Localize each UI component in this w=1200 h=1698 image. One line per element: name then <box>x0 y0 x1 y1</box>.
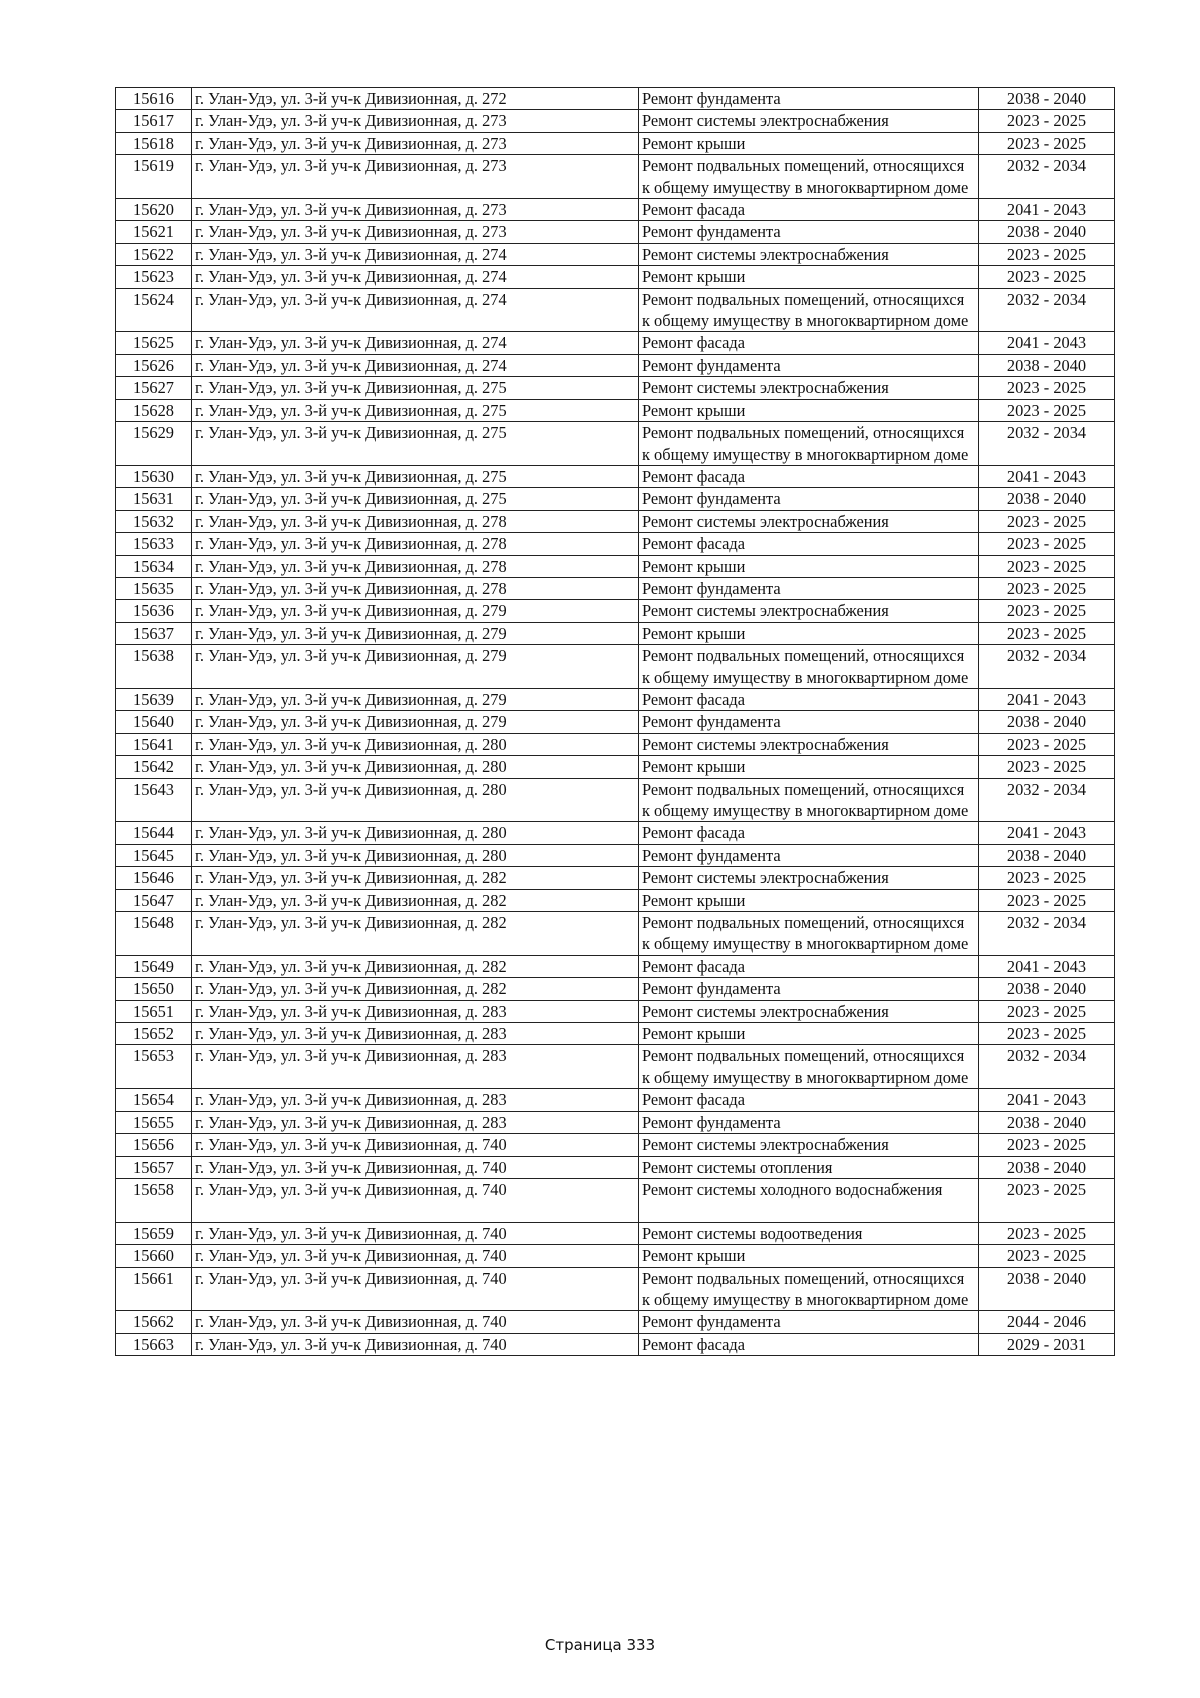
address-cell: г. Улан-Удэ, ул. 3-й уч-к Дивизионная, д. 273 <box>192 132 639 154</box>
table-row <box>116 844 1115 866</box>
work-type-cell: Ремонт фасада <box>639 688 979 710</box>
work-type-cell: Ремонт системы электроснабжения <box>639 867 979 889</box>
row-number-cell: 15634 <box>116 555 192 577</box>
table-row <box>116 1222 1115 1244</box>
address-cell: г. Улан-Удэ, ул. 3-й уч-к Дивизионная, д. 275 <box>192 399 639 421</box>
address-cell: г. Улан-Удэ, ул. 3-й уч-к Дивизионная, д. 274 <box>192 243 639 265</box>
address-cell: г. Улан-Удэ, ул. 3-й уч-к Дивизионная, д. 283 <box>192 1000 639 1022</box>
period-cell: 2038 - 2040 <box>979 488 1115 510</box>
table-row <box>116 465 1115 487</box>
row-number-cell: 15652 <box>116 1023 192 1045</box>
address-cell: г. Улан-Удэ, ул. 3-й уч-к Дивизионная, д. 283 <box>192 1089 639 1111</box>
work-type-cell: Ремонт подвальных помещений, относящихся к общему имуществу в многоквартирном доме <box>639 1045 979 1089</box>
work-type-cell: Ремонт системы холодного водоснабжения <box>639 1178 979 1222</box>
address-cell: г. Улан-Удэ, ул. 3-й уч-к Дивизионная, д. 282 <box>192 889 639 911</box>
work-type-cell: Ремонт фундамента <box>639 1311 979 1333</box>
row-number-cell: 15625 <box>116 332 192 354</box>
work-type-cell: Ремонт фундамента <box>639 221 979 243</box>
period-cell: 2023 - 2025 <box>979 399 1115 421</box>
row-number-cell: 15644 <box>116 822 192 844</box>
period-cell: 2023 - 2025 <box>979 243 1115 265</box>
address-cell: г. Улан-Удэ, ул. 3-й уч-к Дивизионная, д. 273 <box>192 155 639 199</box>
table-row <box>116 1089 1115 1111</box>
table-row <box>116 533 1115 555</box>
table-row <box>116 266 1115 288</box>
address-cell: г. Улан-Удэ, ул. 3-й уч-к Дивизионная, д. 273 <box>192 199 639 221</box>
row-number-cell: 15622 <box>116 243 192 265</box>
row-number-cell: 15649 <box>116 955 192 977</box>
work-type-cell: Ремонт фасада <box>639 199 979 221</box>
period-cell: 2044 - 2046 <box>979 1311 1115 1333</box>
period-cell: 2041 - 2043 <box>979 688 1115 710</box>
period-cell: 2023 - 2025 <box>979 756 1115 778</box>
period-cell: 2038 - 2040 <box>979 1111 1115 1133</box>
address-cell: г. Улан-Удэ, ул. 3-й уч-к Дивизионная, д. 279 <box>192 622 639 644</box>
row-number-cell: 15646 <box>116 867 192 889</box>
work-type-cell: Ремонт крыши <box>639 622 979 644</box>
period-cell: 2038 - 2040 <box>979 1267 1115 1311</box>
address-cell: г. Улан-Удэ, ул. 3-й уч-к Дивизионная, д. 278 <box>192 555 639 577</box>
work-type-cell: Ремонт фасада <box>639 533 979 555</box>
table-row <box>116 1311 1115 1333</box>
table-row <box>116 1134 1115 1156</box>
table-row <box>116 622 1115 644</box>
row-number-cell: 15639 <box>116 688 192 710</box>
address-cell: г. Улан-Удэ, ул. 3-й уч-к Дивизионная, д. 275 <box>192 377 639 399</box>
table-row <box>116 889 1115 911</box>
period-cell: 2023 - 2025 <box>979 733 1115 755</box>
table-row <box>116 733 1115 755</box>
table-row <box>116 867 1115 889</box>
period-cell: 2032 - 2034 <box>979 288 1115 332</box>
table-row <box>116 377 1115 399</box>
table-row <box>116 88 1115 110</box>
work-type-cell: Ремонт крыши <box>639 555 979 577</box>
row-number-cell: 15633 <box>116 533 192 555</box>
address-cell: г. Улан-Удэ, ул. 3-й уч-к Дивизионная, д. 740 <box>192 1134 639 1156</box>
period-cell: 2032 - 2034 <box>979 912 1115 956</box>
period-cell: 2032 - 2034 <box>979 778 1115 822</box>
address-cell: г. Улан-Удэ, ул. 3-й уч-к Дивизионная, д. 740 <box>192 1267 639 1311</box>
period-cell: 2029 - 2031 <box>979 1333 1115 1355</box>
period-cell: 2041 - 2043 <box>979 1089 1115 1111</box>
page-number: Страница 333 <box>544 1636 656 1654</box>
row-number-cell: 15655 <box>116 1111 192 1133</box>
work-type-cell: Ремонт подвальных помещений, относящихся к общему имуществу в многоквартирном доме <box>639 288 979 332</box>
work-type-cell: Ремонт подвальных помещений, относящихся к общему имуществу в многоквартирном доме <box>639 778 979 822</box>
work-type-cell: Ремонт крыши <box>639 132 979 154</box>
period-cell: 2038 - 2040 <box>979 844 1115 866</box>
work-type-cell: Ремонт крыши <box>639 1023 979 1045</box>
period-cell: 2032 - 2034 <box>979 155 1115 199</box>
period-cell: 2023 - 2025 <box>979 266 1115 288</box>
table-row <box>116 645 1115 689</box>
row-number-cell: 15637 <box>116 622 192 644</box>
table-row <box>116 822 1115 844</box>
period-cell: 2041 - 2043 <box>979 465 1115 487</box>
row-number-cell: 15648 <box>116 912 192 956</box>
work-type-cell: Ремонт фундамента <box>639 844 979 866</box>
address-cell: г. Улан-Удэ, ул. 3-й уч-к Дивизионная, д. 283 <box>192 1023 639 1045</box>
address-cell: г. Улан-Удэ, ул. 3-й уч-к Дивизионная, д. 280 <box>192 733 639 755</box>
period-cell: 2038 - 2040 <box>979 88 1115 110</box>
table-row <box>116 1023 1115 1045</box>
work-type-cell: Ремонт фундамента <box>639 88 979 110</box>
address-cell: г. Улан-Удэ, ул. 3-й уч-к Дивизионная, д. 272 <box>192 88 639 110</box>
period-cell: 2023 - 2025 <box>979 1178 1115 1222</box>
address-cell: г. Улан-Удэ, ул. 3-й уч-к Дивизионная, д. 275 <box>192 465 639 487</box>
period-cell: 2038 - 2040 <box>979 978 1115 1000</box>
address-cell: г. Улан-Удэ, ул. 3-й уч-к Дивизионная, д. 283 <box>192 1111 639 1133</box>
address-cell: г. Улан-Удэ, ул. 3-й уч-к Дивизионная, д. 280 <box>192 778 639 822</box>
row-number-cell: 15623 <box>116 266 192 288</box>
period-cell: 2023 - 2025 <box>979 577 1115 599</box>
row-number-cell: 15658 <box>116 1178 192 1222</box>
row-number-cell: 15650 <box>116 978 192 1000</box>
table-row <box>116 155 1115 199</box>
work-type-cell: Ремонт подвальных помещений, относящихся к общему имуществу в многоквартирном доме <box>639 645 979 689</box>
table-row <box>116 688 1115 710</box>
row-number-cell: 15635 <box>116 577 192 599</box>
row-number-cell: 15645 <box>116 844 192 866</box>
table-row <box>116 1267 1115 1311</box>
table-row <box>116 354 1115 376</box>
work-type-cell: Ремонт фасада <box>639 955 979 977</box>
table-row <box>116 1178 1115 1222</box>
row-number-cell: 15624 <box>116 288 192 332</box>
work-type-cell: Ремонт крыши <box>639 889 979 911</box>
row-number-cell: 15651 <box>116 1000 192 1022</box>
period-cell: 2023 - 2025 <box>979 1222 1115 1244</box>
period-cell: 2023 - 2025 <box>979 377 1115 399</box>
period-cell: 2032 - 2034 <box>979 422 1115 466</box>
period-cell: 2041 - 2043 <box>979 332 1115 354</box>
table-row <box>116 978 1115 1000</box>
row-number-cell: 15618 <box>116 132 192 154</box>
address-cell: г. Улан-Удэ, ул. 3-й уч-к Дивизионная, д. 282 <box>192 955 639 977</box>
period-cell: 2023 - 2025 <box>979 1134 1115 1156</box>
period-cell: 2023 - 2025 <box>979 1245 1115 1267</box>
row-number-cell: 15629 <box>116 422 192 466</box>
row-number-cell: 15619 <box>116 155 192 199</box>
row-number-cell: 15640 <box>116 711 192 733</box>
period-cell: 2032 - 2034 <box>979 1045 1115 1089</box>
table-row <box>116 600 1115 622</box>
table-row <box>116 510 1115 532</box>
work-type-cell: Ремонт фундамента <box>639 978 979 1000</box>
work-type-cell: Ремонт фундамента <box>639 488 979 510</box>
period-cell: 2038 - 2040 <box>979 354 1115 376</box>
address-cell: г. Улан-Удэ, ул. 3-й уч-к Дивизионная, д. 283 <box>192 1045 639 1089</box>
period-cell: 2023 - 2025 <box>979 622 1115 644</box>
period-cell: 2032 - 2034 <box>979 645 1115 689</box>
address-cell: г. Улан-Удэ, ул. 3-й уч-к Дивизионная, д. 279 <box>192 711 639 733</box>
work-type-cell: Ремонт системы электроснабжения <box>639 243 979 265</box>
work-type-cell: Ремонт фундамента <box>639 577 979 599</box>
period-cell: 2023 - 2025 <box>979 1023 1115 1045</box>
table-row <box>116 756 1115 778</box>
address-cell: г. Улан-Удэ, ул. 3-й уч-к Дивизионная, д. 274 <box>192 354 639 376</box>
address-cell: г. Улан-Удэ, ул. 3-й уч-к Дивизионная, д. 280 <box>192 844 639 866</box>
work-type-cell: Ремонт фасада <box>639 332 979 354</box>
address-cell: г. Улан-Удэ, ул. 3-й уч-к Дивизионная, д. 274 <box>192 332 639 354</box>
work-type-cell: Ремонт фасада <box>639 822 979 844</box>
row-number-cell: 15643 <box>116 778 192 822</box>
address-cell: г. Улан-Удэ, ул. 3-й уч-к Дивизионная, д. 282 <box>192 867 639 889</box>
period-cell: 2023 - 2025 <box>979 867 1115 889</box>
row-number-cell: 15626 <box>116 354 192 376</box>
work-type-cell: Ремонт фундамента <box>639 1111 979 1133</box>
table-row <box>116 1000 1115 1022</box>
work-type-cell: Ремонт фундамента <box>639 711 979 733</box>
row-number-cell: 15660 <box>116 1245 192 1267</box>
period-cell: 2023 - 2025 <box>979 533 1115 555</box>
work-type-cell: Ремонт системы электроснабжения <box>639 510 979 532</box>
work-type-cell: Ремонт системы электроснабжения <box>639 377 979 399</box>
period-cell: 2038 - 2040 <box>979 1156 1115 1178</box>
period-cell: 2038 - 2040 <box>979 221 1115 243</box>
row-number-cell: 15642 <box>116 756 192 778</box>
work-type-cell: Ремонт подвальных помещений, относящихся к общему имуществу в многоквартирном доме <box>639 155 979 199</box>
period-cell: 2023 - 2025 <box>979 889 1115 911</box>
row-number-cell: 15656 <box>116 1134 192 1156</box>
address-cell: г. Улан-Удэ, ул. 3-й уч-к Дивизионная, д. 279 <box>192 645 639 689</box>
work-type-cell: Ремонт подвальных помещений, относящихся к общему имуществу в многоквартирном доме <box>639 912 979 956</box>
period-cell: 2023 - 2025 <box>979 132 1115 154</box>
period-cell: 2041 - 2043 <box>979 955 1115 977</box>
work-type-cell: Ремонт системы электроснабжения <box>639 1134 979 1156</box>
work-type-cell: Ремонт системы электроснабжения <box>639 1000 979 1022</box>
row-number-cell: 15653 <box>116 1045 192 1089</box>
table-row <box>116 221 1115 243</box>
table-row <box>116 1245 1115 1267</box>
address-cell: г. Улан-Удэ, ул. 3-й уч-к Дивизионная, д. 740 <box>192 1178 639 1222</box>
period-cell: 2023 - 2025 <box>979 1000 1115 1022</box>
period-cell: 2023 - 2025 <box>979 110 1115 132</box>
work-type-cell: Ремонт крыши <box>639 1245 979 1267</box>
work-type-cell: Ремонт подвальных помещений, относящихся к общему имуществу в многоквартирном доме <box>639 1267 979 1311</box>
work-type-cell: Ремонт системы отопления <box>639 1156 979 1178</box>
row-number-cell: 15621 <box>116 221 192 243</box>
address-cell: г. Улан-Удэ, ул. 3-й уч-к Дивизионная, д. 274 <box>192 266 639 288</box>
address-cell: г. Улан-Удэ, ул. 3-й уч-к Дивизионная, д. 280 <box>192 822 639 844</box>
row-number-cell: 15659 <box>116 1222 192 1244</box>
work-type-cell: Ремонт фундамента <box>639 354 979 376</box>
row-number-cell: 15617 <box>116 110 192 132</box>
address-cell: г. Улан-Удэ, ул. 3-й уч-к Дивизионная, д. 740 <box>192 1311 639 1333</box>
address-cell: г. Улан-Удэ, ул. 3-й уч-к Дивизионная, д. 275 <box>192 422 639 466</box>
work-type-cell: Ремонт системы электроснабжения <box>639 110 979 132</box>
table-row <box>116 132 1115 154</box>
row-number-cell: 15636 <box>116 600 192 622</box>
period-cell: 2023 - 2025 <box>979 555 1115 577</box>
table-row <box>116 422 1115 466</box>
table-body <box>116 88 1115 1356</box>
table-row <box>116 1045 1115 1089</box>
row-number-cell: 15654 <box>116 1089 192 1111</box>
address-cell: г. Улан-Удэ, ул. 3-й уч-к Дивизионная, д. 282 <box>192 912 639 956</box>
table-row <box>116 288 1115 332</box>
period-cell: 2041 - 2043 <box>979 822 1115 844</box>
table-row <box>116 955 1115 977</box>
table-row <box>116 332 1115 354</box>
repair-schedule-sheet <box>115 87 1114 1356</box>
work-type-cell: Ремонт крыши <box>639 399 979 421</box>
repair-schedule-table <box>115 87 1115 1356</box>
table-row <box>116 199 1115 221</box>
work-type-cell: Ремонт системы водоотведения <box>639 1222 979 1244</box>
period-cell: 2038 - 2040 <box>979 711 1115 733</box>
table-row <box>116 778 1115 822</box>
address-cell: г. Улан-Удэ, ул. 3-й уч-к Дивизионная, д. 280 <box>192 756 639 778</box>
row-number-cell: 15616 <box>116 88 192 110</box>
address-cell: г. Улан-Удэ, ул. 3-й уч-к Дивизионная, д. 279 <box>192 688 639 710</box>
row-number-cell: 15638 <box>116 645 192 689</box>
table-row <box>116 912 1115 956</box>
work-type-cell: Ремонт крыши <box>639 266 979 288</box>
row-number-cell: 15662 <box>116 1311 192 1333</box>
work-type-cell: Ремонт системы электроснабжения <box>639 600 979 622</box>
table-row <box>116 110 1115 132</box>
work-type-cell: Ремонт подвальных помещений, относящихся к общему имуществу в многоквартирном доме <box>639 422 979 466</box>
address-cell: г. Улан-Удэ, ул. 3-й уч-к Дивизионная, д. 278 <box>192 577 639 599</box>
table-row <box>116 243 1115 265</box>
address-cell: г. Улан-Удэ, ул. 3-й уч-к Дивизионная, д. 278 <box>192 533 639 555</box>
address-cell: г. Улан-Удэ, ул. 3-й уч-к Дивизионная, д. 275 <box>192 488 639 510</box>
address-cell: г. Улан-Удэ, ул. 3-й уч-к Дивизионная, д. 279 <box>192 600 639 622</box>
work-type-cell: Ремонт системы электроснабжения <box>639 733 979 755</box>
table-row <box>116 399 1115 421</box>
table-row <box>116 1333 1115 1355</box>
address-cell: г. Улан-Удэ, ул. 3-й уч-к Дивизионная, д. 740 <box>192 1222 639 1244</box>
row-number-cell: 15631 <box>116 488 192 510</box>
address-cell: г. Улан-Удэ, ул. 3-й уч-к Дивизионная, д. 273 <box>192 110 639 132</box>
table-row <box>116 555 1115 577</box>
table-row <box>116 577 1115 599</box>
row-number-cell: 15657 <box>116 1156 192 1178</box>
period-cell: 2023 - 2025 <box>979 510 1115 532</box>
table-row <box>116 488 1115 510</box>
work-type-cell: Ремонт крыши <box>639 756 979 778</box>
period-cell: 2041 - 2043 <box>979 199 1115 221</box>
row-number-cell: 15628 <box>116 399 192 421</box>
work-type-cell: Ремонт фасада <box>639 465 979 487</box>
period-cell: 2023 - 2025 <box>979 600 1115 622</box>
address-cell: г. Улан-Удэ, ул. 3-й уч-к Дивизионная, д. 273 <box>192 221 639 243</box>
work-type-cell: Ремонт фасада <box>639 1089 979 1111</box>
table-row <box>116 711 1115 733</box>
work-type-cell: Ремонт фасада <box>639 1333 979 1355</box>
address-cell: г. Улан-Удэ, ул. 3-й уч-к Дивизионная, д. 740 <box>192 1333 639 1355</box>
address-cell: г. Улан-Удэ, ул. 3-й уч-к Дивизионная, д. 740 <box>192 1156 639 1178</box>
table-row <box>116 1156 1115 1178</box>
row-number-cell: 15627 <box>116 377 192 399</box>
row-number-cell: 15632 <box>116 510 192 532</box>
address-cell: г. Улан-Удэ, ул. 3-й уч-к Дивизионная, д. 274 <box>192 288 639 332</box>
row-number-cell: 15641 <box>116 733 192 755</box>
table-row <box>116 1111 1115 1133</box>
address-cell: г. Улан-Удэ, ул. 3-й уч-к Дивизионная, д. 282 <box>192 978 639 1000</box>
address-cell: г. Улан-Удэ, ул. 3-й уч-к Дивизионная, д. 740 <box>192 1245 639 1267</box>
row-number-cell: 15661 <box>116 1267 192 1311</box>
row-number-cell: 15620 <box>116 199 192 221</box>
row-number-cell: 15663 <box>116 1333 192 1355</box>
row-number-cell: 15647 <box>116 889 192 911</box>
address-cell: г. Улан-Удэ, ул. 3-й уч-к Дивизионная, д. 278 <box>192 510 639 532</box>
row-number-cell: 15630 <box>116 465 192 487</box>
